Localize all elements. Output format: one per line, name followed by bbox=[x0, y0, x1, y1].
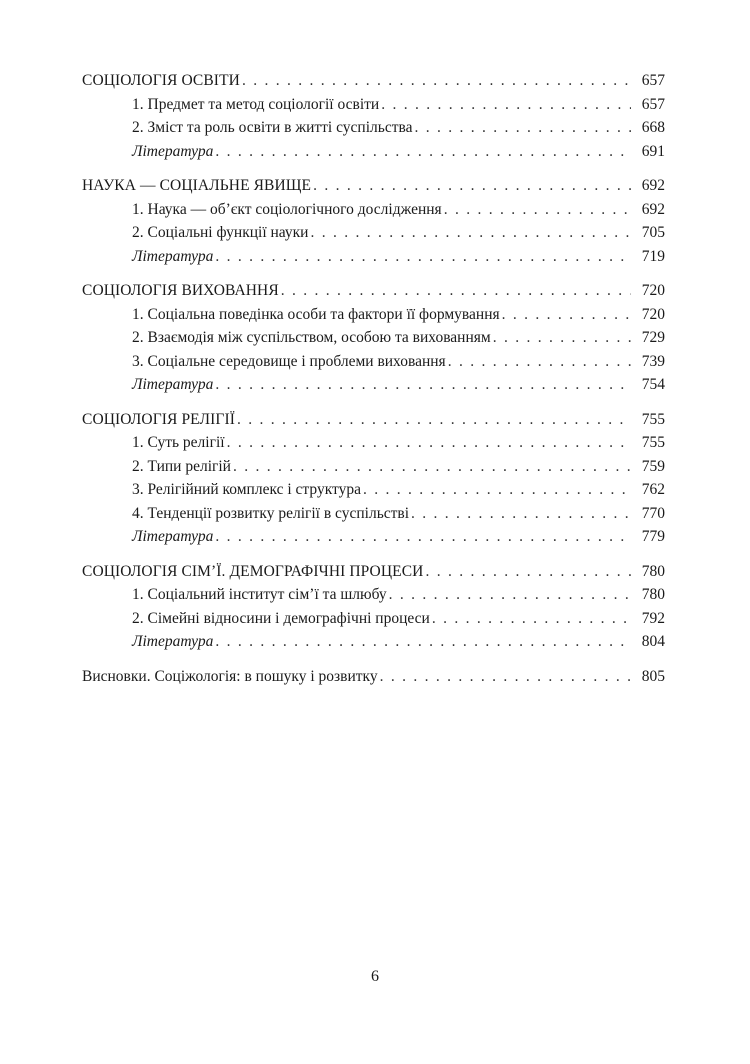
chapter-title: СОЦІОЛОГІЯ РЕЛІГІЇ bbox=[82, 410, 235, 428]
page-number: 762 bbox=[641, 481, 665, 498]
dot-leader bbox=[444, 198, 631, 222]
literature-title: Література bbox=[132, 528, 214, 545]
toc-chapter-entry[interactable] bbox=[82, 174, 665, 198]
literature-title: Література bbox=[132, 247, 214, 265]
dot-leader bbox=[215, 373, 631, 397]
dot-leader bbox=[215, 630, 631, 654]
table-of-contents bbox=[82, 69, 665, 699]
toc-subsection-entry[interactable] bbox=[82, 455, 665, 479]
toc-subsection-entry[interactable] bbox=[82, 350, 665, 374]
toc-subsection-entry[interactable] bbox=[82, 478, 665, 502]
toc-subsection-entry[interactable] bbox=[82, 326, 665, 350]
toc-literature-entry[interactable] bbox=[82, 630, 665, 654]
literature-title: Література bbox=[132, 376, 214, 393]
dot-leader bbox=[215, 245, 631, 269]
page-number: 755 bbox=[641, 410, 665, 428]
toc-subsection-entry[interactable] bbox=[82, 198, 665, 222]
subsection-title: 4. Тенденції розвитку релігії в суспільстві bbox=[132, 504, 410, 522]
toc-subsection-entry[interactable] bbox=[82, 583, 665, 607]
page-number: 692 bbox=[641, 177, 665, 194]
toc-section bbox=[82, 69, 665, 163]
page-number: 755 bbox=[641, 434, 665, 451]
dot-leader bbox=[233, 455, 631, 479]
dot-leader bbox=[381, 93, 631, 117]
page-number: 780 bbox=[641, 586, 665, 603]
toc-section bbox=[82, 560, 665, 654]
chapter-title: СОЦІОЛОГІЯ ОСВІТИ bbox=[82, 72, 240, 89]
dot-leader bbox=[281, 279, 631, 303]
subsection-title: 3. Релігійний комплекс і структура bbox=[132, 481, 361, 498]
toc-subsection-entry[interactable] bbox=[82, 93, 665, 117]
chapter-title: СОЦІОЛОГІЯ ВИХОВАННЯ bbox=[82, 282, 279, 299]
toc-chapter-entry[interactable] bbox=[82, 408, 665, 432]
dot-leader bbox=[493, 326, 631, 350]
toc-section bbox=[82, 174, 665, 268]
page-number: 792 bbox=[641, 609, 665, 627]
page-number: 759 bbox=[641, 457, 665, 475]
dot-leader bbox=[215, 140, 631, 164]
subsection-title: 1. Соціальний інститут сім’ї та шлюбу bbox=[132, 586, 387, 603]
chapter-title: СОЦІОЛОГІЯ СІМ’Ї. ДЕМОГРАФІЧНІ ПРОЦЕСИ bbox=[82, 562, 424, 580]
subsection-title: 2. Типи релігій bbox=[132, 457, 231, 475]
toc-subsection-entry[interactable] bbox=[82, 221, 665, 245]
page-number: 754 bbox=[641, 376, 665, 393]
subsection-title: 2. Взаємодія між суспільством, особою та вихованням bbox=[132, 329, 491, 346]
dot-leader bbox=[313, 174, 631, 198]
toc-literature-entry[interactable] bbox=[82, 525, 665, 549]
toc-subsection-entry[interactable] bbox=[82, 303, 665, 327]
page-number: 805 bbox=[641, 667, 665, 685]
page-footer-number: 6 bbox=[371, 968, 379, 985]
toc-section bbox=[82, 665, 665, 689]
dot-leader bbox=[432, 607, 631, 631]
dot-leader bbox=[237, 408, 631, 432]
page-number: 668 bbox=[641, 119, 665, 136]
dot-leader bbox=[414, 116, 631, 140]
toc-chapter-entry[interactable] bbox=[82, 560, 665, 584]
toc-subsection-entry[interactable] bbox=[82, 431, 665, 455]
toc-section bbox=[82, 279, 665, 397]
subsection-title: 1. Наука — об’єкт соціологічного дослідження bbox=[132, 200, 442, 218]
page-number: 657 bbox=[641, 95, 665, 113]
page-number: 692 bbox=[641, 200, 665, 218]
page-number: 770 bbox=[641, 504, 665, 522]
toc-subsection-entry[interactable] bbox=[82, 116, 665, 140]
page-number: 720 bbox=[641, 305, 665, 323]
subsection-title: 1. Соціальна поведінка особи та фактори її формування bbox=[132, 305, 500, 323]
page-number: 729 bbox=[641, 329, 665, 346]
dot-leader bbox=[502, 303, 631, 327]
toc-chapter-entry[interactable] bbox=[82, 69, 665, 93]
dot-leader bbox=[380, 665, 631, 689]
toc-subsection-entry[interactable] bbox=[82, 502, 665, 526]
toc-literature-entry[interactable] bbox=[82, 140, 665, 164]
subsection-title: 1. Суть релігії bbox=[132, 434, 225, 451]
subsection-title: 3. Соціальне середовище і проблеми виховання bbox=[132, 352, 446, 370]
subsection-title: 2. Соціальні функції науки bbox=[132, 224, 309, 241]
dot-leader bbox=[389, 583, 631, 607]
dot-leader bbox=[448, 350, 631, 374]
dot-leader bbox=[411, 502, 631, 526]
literature-title: Література bbox=[132, 633, 214, 650]
conclusion-title: Висновки. Соціжологія: в пошуку і розвитку bbox=[82, 667, 378, 685]
dot-leader bbox=[363, 478, 631, 502]
page-number: 691 bbox=[641, 142, 665, 160]
subsection-title: 1. Предмет та метод соціології освіти bbox=[132, 95, 380, 113]
toc-literature-entry[interactable] bbox=[82, 373, 665, 397]
literature-title: Література bbox=[132, 142, 214, 160]
toc-literature-entry[interactable] bbox=[82, 245, 665, 269]
toc-subsection-entry[interactable] bbox=[82, 607, 665, 631]
toc-conclusion-entry[interactable] bbox=[82, 665, 665, 689]
dot-leader bbox=[215, 525, 631, 549]
toc-section bbox=[82, 408, 665, 549]
page-number: 720 bbox=[641, 282, 665, 299]
page-number: 705 bbox=[641, 224, 665, 241]
dot-leader bbox=[310, 221, 631, 245]
page-number: 657 bbox=[641, 72, 665, 89]
subsection-title: 2. Сімейні відносини і демографічні процеси bbox=[132, 609, 430, 627]
dot-leader bbox=[425, 560, 631, 584]
page-number: 780 bbox=[641, 562, 665, 580]
page-number: 719 bbox=[641, 247, 665, 265]
chapter-title: НАУКА — СОЦІАЛЬНЕ ЯВИЩЕ bbox=[82, 177, 312, 194]
page-number: 804 bbox=[641, 633, 665, 650]
toc-chapter-entry[interactable] bbox=[82, 279, 665, 303]
subsection-title: 2. Зміст та роль освіти в житті суспільства bbox=[132, 119, 413, 136]
dot-leader bbox=[242, 69, 631, 93]
dot-leader bbox=[227, 431, 631, 455]
page-number: 739 bbox=[641, 352, 665, 370]
page-number: 779 bbox=[641, 528, 665, 545]
